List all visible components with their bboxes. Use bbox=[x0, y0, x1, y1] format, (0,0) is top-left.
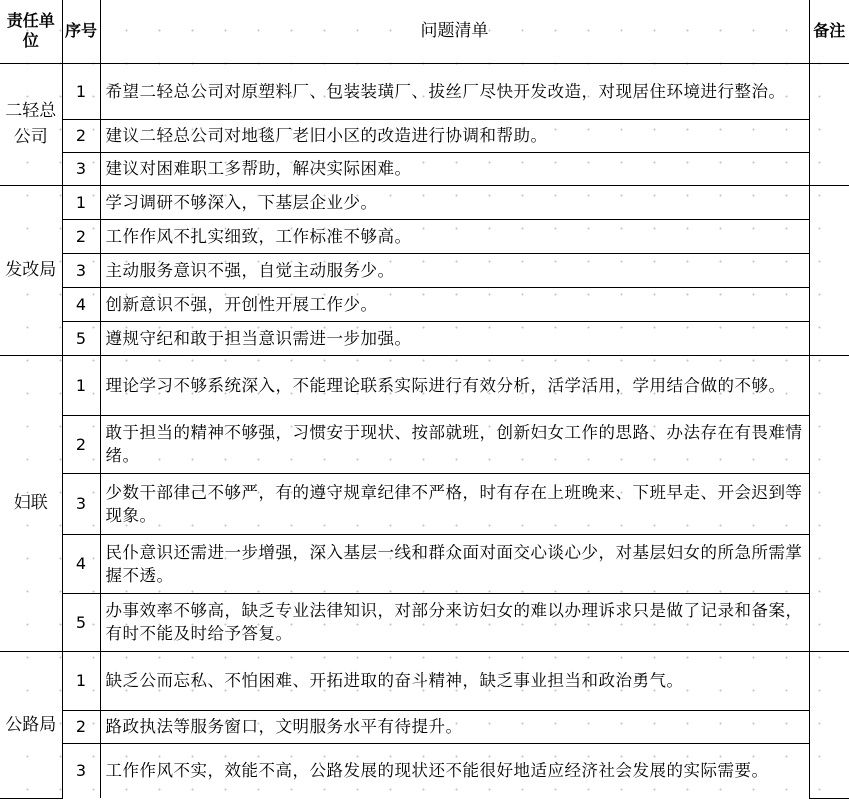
header-note: 备注 bbox=[809, 0, 849, 63]
problem-text: 理论学习不够系统深入，不能理论联系实际进行有效分析，活学活用，学用结合做的不够。 bbox=[100, 355, 809, 415]
note-cell bbox=[809, 651, 849, 798]
problem-text: 主动服务意识不强，自觉主动服务少。 bbox=[100, 253, 809, 287]
header-list: 问题清单 bbox=[100, 0, 809, 63]
seq-cell: 1 bbox=[62, 63, 100, 119]
seq-cell: 5 bbox=[62, 593, 100, 651]
problem-text: 学习调研不够深入，下基层企业少。 bbox=[100, 185, 809, 219]
seq-cell: 4 bbox=[62, 534, 100, 593]
problem-text: 工作作风不实，效能不高，公路发展的现状还不能很好地适应经济社会发展的实际需要。 bbox=[100, 743, 809, 798]
header-seq: 序号 bbox=[62, 0, 100, 63]
table-row bbox=[0, 415, 849, 473]
note-cell bbox=[809, 185, 849, 355]
note-cell bbox=[809, 355, 849, 651]
problem-text: 办事效率不够高，缺乏专业法律知识，对部分来访妇女的难以办理诉求只是做了记录和备案，有时不能及时给予答复。 bbox=[100, 593, 809, 651]
seq-cell: 1 bbox=[62, 651, 100, 710]
problem-text: 创新意识不强，开创性开展工作少。 bbox=[100, 287, 809, 321]
problem-text: 建议二轻总公司对地毯厂老旧小区的改造进行协调和帮助。 bbox=[100, 119, 809, 152]
table-row bbox=[0, 152, 849, 185]
problem-text: 希望二轻总公司对原塑料厂、包装装璜厂、拔丝厂尽快开发改造，对现居住环境进行整治。 bbox=[100, 63, 809, 119]
table-row bbox=[0, 63, 849, 119]
table-header-row bbox=[0, 0, 849, 63]
table-row bbox=[0, 710, 849, 743]
problem-text: 遵规守纪和敢于担当意识需进一步加强。 bbox=[100, 321, 809, 355]
seq-cell: 2 bbox=[62, 119, 100, 152]
table-row bbox=[0, 651, 849, 710]
seq-cell: 2 bbox=[62, 415, 100, 473]
note-cell bbox=[809, 63, 849, 185]
table-row bbox=[0, 185, 849, 219]
seq-cell: 5 bbox=[62, 321, 100, 355]
problem-text: 敢于担当的精神不够强，习惯安于现状、按部就班，创新妇女工作的思路、办法存在有畏难情绪。 bbox=[100, 415, 809, 473]
seq-cell: 3 bbox=[62, 473, 100, 534]
table-row bbox=[0, 321, 849, 355]
table-row bbox=[0, 473, 849, 534]
problem-text: 工作作风不扎实细致，工作标准不够高。 bbox=[100, 219, 809, 253]
seq-cell: 2 bbox=[62, 219, 100, 253]
header-unit: 责任单位 bbox=[0, 0, 62, 63]
table-row bbox=[0, 119, 849, 152]
problem-text: 民仆意识还需进一步增强，深入基层一线和群众面对面交心谈心少，对基层妇女的所急所需掌握不透。 bbox=[100, 534, 809, 593]
table-row bbox=[0, 287, 849, 321]
unit-cell-fulian: 妇联 bbox=[0, 355, 62, 651]
seq-cell: 3 bbox=[62, 743, 100, 798]
table-row bbox=[0, 743, 849, 798]
table-row bbox=[0, 534, 849, 593]
problem-text: 少数干部律己不够严，有的遵守规章纪律不严格，时有存在上班晚来、下班早走、开会迟到等现象。 bbox=[100, 473, 809, 534]
unit-cell-erqing: 二轻总公司 bbox=[0, 63, 62, 185]
table-row bbox=[0, 355, 849, 415]
table-row bbox=[0, 219, 849, 253]
problem-text: 路政执法等服务窗口，文明服务水平有待提升。 bbox=[100, 710, 809, 743]
problem-text: 缺乏公而忘私、不怕困难、开拓进取的奋斗精神，缺乏事业担当和政治勇气。 bbox=[100, 651, 809, 710]
table-row bbox=[0, 593, 849, 651]
table-row bbox=[0, 253, 849, 287]
problem-text: 建议对困难职工多帮助，解决实际困难。 bbox=[100, 152, 809, 185]
unit-cell-gonglu: 公路局 bbox=[0, 651, 62, 798]
seq-cell: 4 bbox=[62, 287, 100, 321]
unit-cell-fagai: 发改局 bbox=[0, 185, 62, 355]
seq-cell: 2 bbox=[62, 710, 100, 743]
seq-cell: 1 bbox=[62, 355, 100, 415]
seq-cell: 1 bbox=[62, 185, 100, 219]
seq-cell: 3 bbox=[62, 152, 100, 185]
seq-cell: 3 bbox=[62, 253, 100, 287]
